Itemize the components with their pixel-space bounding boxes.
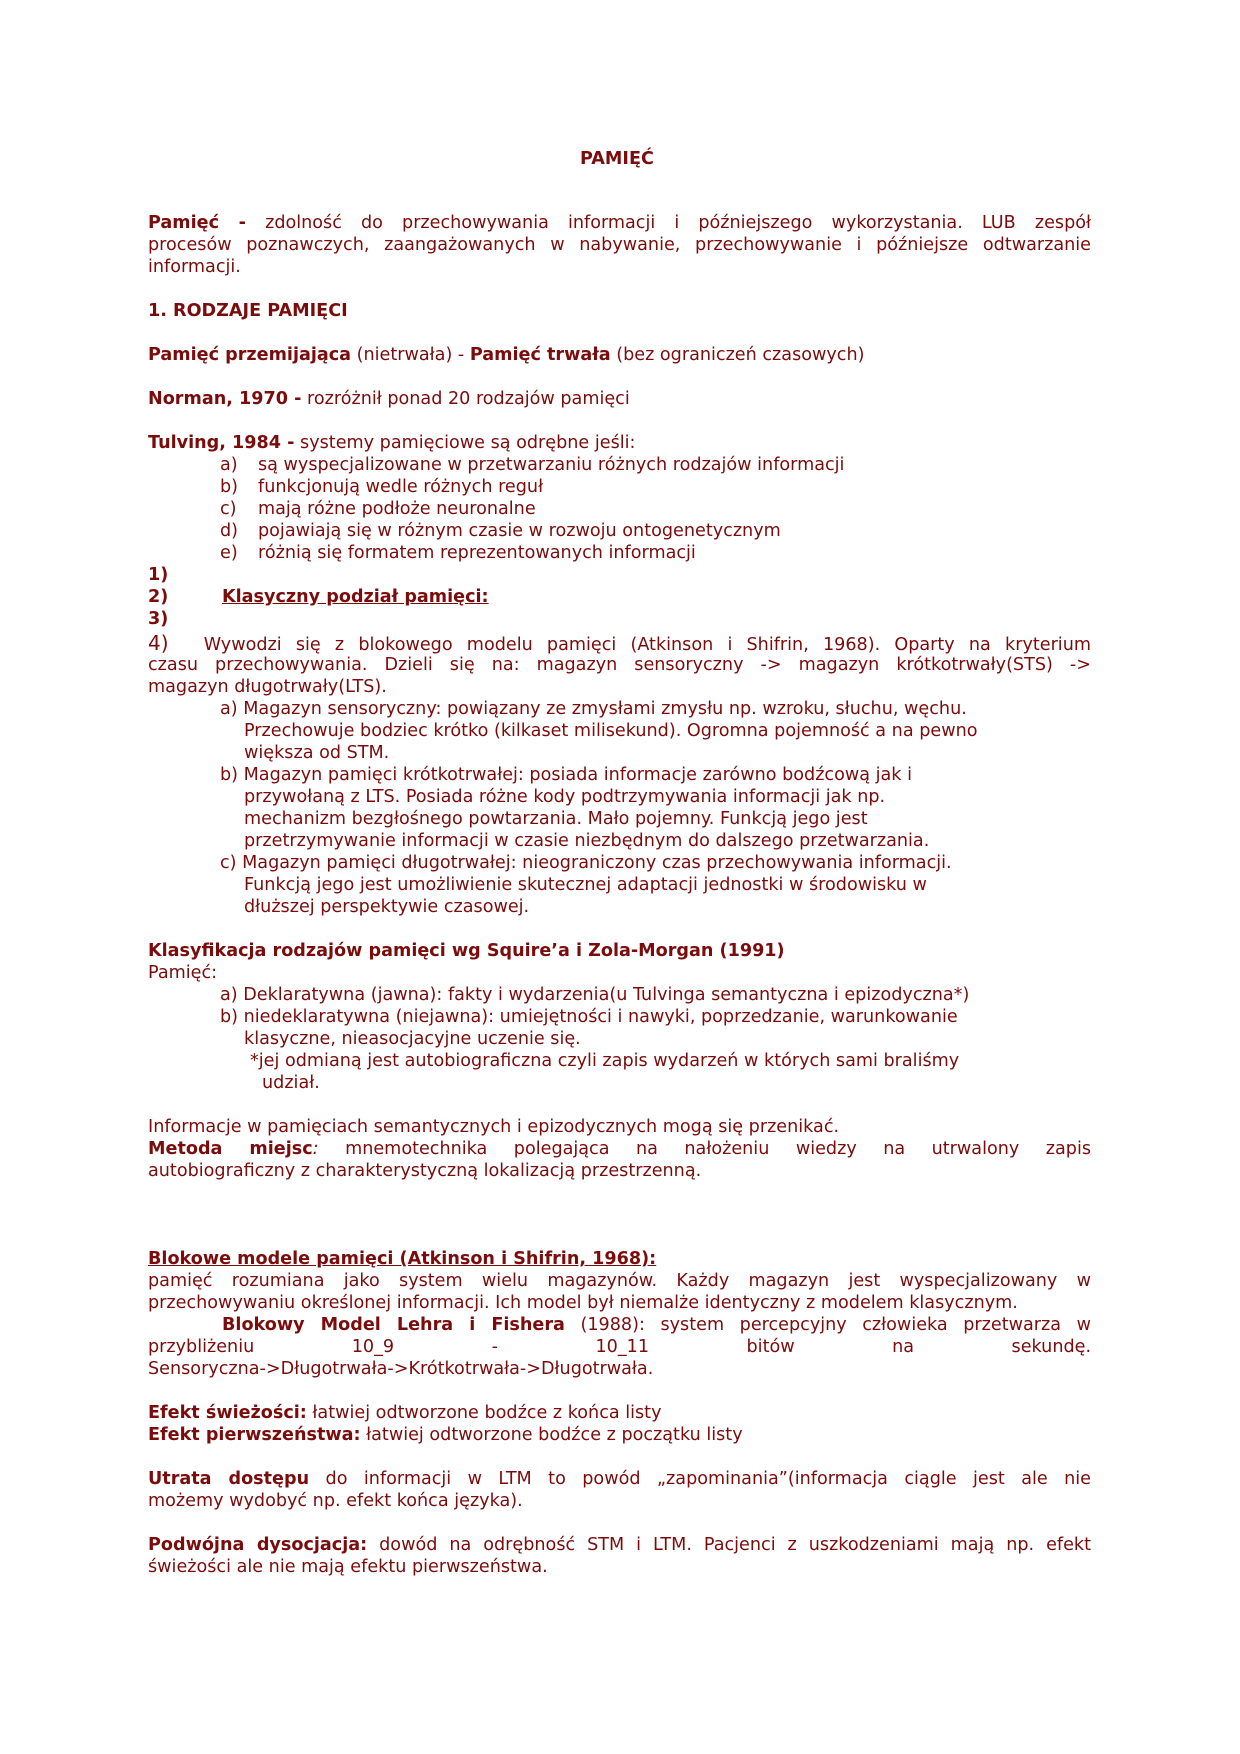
blokowe-line-5: Sensoryczna->Długotrwała->Krótkotrwała->Długotrwała. <box>148 1359 654 1379</box>
klasyczny-line-1: 4) Wywodzi się z blokowego modelu pamięci (Atkinson i Shifrin, 1968). Oparty na kryterium <box>148 631 1091 655</box>
definition-line-1: Pamięć - zdolność do przechowywania informacji i późniejszego wykorzystania. LUB zespół <box>148 213 1092 233</box>
lehr-line-2: przybliżeniu 10_9 - 10_11 bitów na sekundę. <box>148 1337 1092 1357</box>
list-item: a) są wyspecjalizowane w przetwarzaniu różnych rodzajów informacji <box>220 455 845 475</box>
footnote-line: udział. <box>262 1073 320 1093</box>
tulving-line: Tulving, 1984 - systemy pamięciowe są odrębne jeśli: <box>148 433 636 453</box>
memory-types-line: Pamięć przemijająca (nietrwała) - Pamięć trwała (bez ograniczeń czasowych) <box>148 345 865 365</box>
list-number: 2) <box>148 587 169 607</box>
definition-line-3: informacji. <box>148 257 241 277</box>
magazyn-dlugotrwaly-cont: Funkcją jego jest umożliwienie skutecznej adaptacji jednostki w środowisku w <box>244 875 927 895</box>
list-item: e) różnią się formatem reprezentowanych informacji <box>220 543 696 563</box>
definition-term: Pamięć - <box>148 213 246 233</box>
squire-label: Pamięć: <box>148 963 218 983</box>
magazyn-krotkotrwaly-cont: przetrzymywanie informacji w czasie niezbędnym do dalszego przetwarzania. <box>244 831 930 851</box>
magazyn-krotkotrwaly: b) Magazyn pamięci krótkotrwałej: posiada informacje zarówno bodźcową jak i <box>220 765 912 785</box>
efekt-swiezosci: Efekt świeżości: łatwiej odtworzone bodźce z końca listy <box>148 1403 662 1423</box>
list-number: 1) <box>148 565 169 585</box>
info-line: Informacje w pamięciach semantycznych i epizodycznych mogą się przenikać. <box>148 1117 840 1137</box>
section-heading-klasyczny: Klasyczny podział pamięci: <box>222 587 489 607</box>
norman-line: Norman, 1970 - rozróżnił ponad 20 rodzajów pamięci <box>148 389 630 409</box>
section-heading-squire: Klasyfikacja rodzajów pamięci wg Squire’a i Zola-Morgan (1991) <box>148 941 785 961</box>
definition-line-2: procesów poznawczych, zaangażowanych w nabywanie, przechowywanie i późniejsze odtwarzanie <box>148 235 1091 255</box>
podwojna-line-2: świeżości ale nie mają efektu pierwszeństwa. <box>148 1557 548 1577</box>
utrata-line-2: możemy wydobyć np. efekt końca języka). <box>148 1491 523 1511</box>
magazyn-sensoryczny-cont: większa od STM. <box>244 743 390 763</box>
list-item: d) pojawiają się w różnym czasie w rozwoju ontogenetycznym <box>220 521 781 541</box>
list-item: b) funkcjonują wedle różnych reguł <box>220 477 544 497</box>
magazyn-sensoryczny-cont: Przechowuje bodziec krótko (kilkaset milisekund). Ogromna pojemność a na pewno <box>244 721 978 741</box>
footnote-line: *jej odmianą jest autobiograficzna czyli zapis wydarzeń w których sami braliśmy <box>250 1051 960 1071</box>
magazyn-sensoryczny: a) Magazyn sensoryczny: powiązany ze zmysłami zmysłu np. wzroku, słuchu, węchu. <box>220 699 967 719</box>
lehr-line: Blokowy Model Lehra i Fishera (1988): system percepcyjny człowieka przetwarza w <box>222 1315 1092 1335</box>
niedeklaratywna-line: b) niedeklaratywna (niejawna): umiejętności i nawyki, poprzedzanie, warunkowanie <box>220 1007 958 1027</box>
list-number: 3) <box>148 609 169 629</box>
page-title: PAMIĘĆ <box>580 149 654 169</box>
deklaratywna-line: a) Deklaratywna (jawna): fakty i wydarzenia(u Tulvinga semantyczna i epizodyczna*) <box>220 985 970 1005</box>
utrata-line-1: Utrata dostępu do informacji w LTM to powód „zapominania”(informacja ciągle jest ale nie <box>148 1469 1091 1489</box>
niedeklaratywna-cont: klasyczne, nieasocjacyjne uczenie się. <box>244 1029 581 1049</box>
magazyn-dlugotrwaly: c) Magazyn pamięci długotrwałej: nieograniczony czas przechowywania informacji. <box>220 853 952 873</box>
metoda-line-2: autobiograficzny z charakterystyczną lokalizacją przestrzenną. <box>148 1161 702 1181</box>
blokowe-line-1: pamięć rozumiana jako system wielu magazynów. Każdy magazyn jest wyspecjalizowany w <box>148 1271 1091 1291</box>
list-item: c) mają różne podłoże neuronalne <box>220 499 536 519</box>
magazyn-krotkotrwaly-cont: przywołaną z LTS. Posiada różne kody podtrzymywania informacji jak np. <box>244 787 886 807</box>
magazyn-dlugotrwaly-cont: dłuższej perspektywie czasowej. <box>244 897 530 917</box>
efekt-pierwszenstwa: Efekt pierwszeństwa: łatwiej odtworzone bodźce z początku listy <box>148 1425 743 1445</box>
blokowe-line-2: przechowywaniu określonej informacji. Ich model był niemalże identyczny z modelem klasycznym. <box>148 1293 1018 1313</box>
section-heading-rodzaje: 1. RODZAJE PAMIĘCI <box>148 301 348 321</box>
klasyczny-line-3: magazyn długotrwały(LTS). <box>148 677 387 697</box>
klasyczny-line-2: czasu przechowywania. Dzieli się na: magazyn sensoryczny -> magazyn krótkotrwały(STS) -> <box>148 655 1091 675</box>
podwojna-line-1: Podwójna dysocjacja: dowód na odrębność STM i LTM. Pacjenci z uszkodzeniami mają np. efekt <box>148 1535 1092 1555</box>
magazyn-krotkotrwaly-cont: mechanizm bezgłośnego powtarzania. Mało pojemny. Funkcją jego jest <box>244 809 868 829</box>
metoda-line-1: Metoda miejsc: mnemotechnika polegająca na nałożeniu wiedzy na utrwalony zapis <box>148 1139 1091 1159</box>
section-heading-blokowe: Blokowe modele pamięci (Atkinson i Shifrin, 1968): <box>148 1249 657 1269</box>
